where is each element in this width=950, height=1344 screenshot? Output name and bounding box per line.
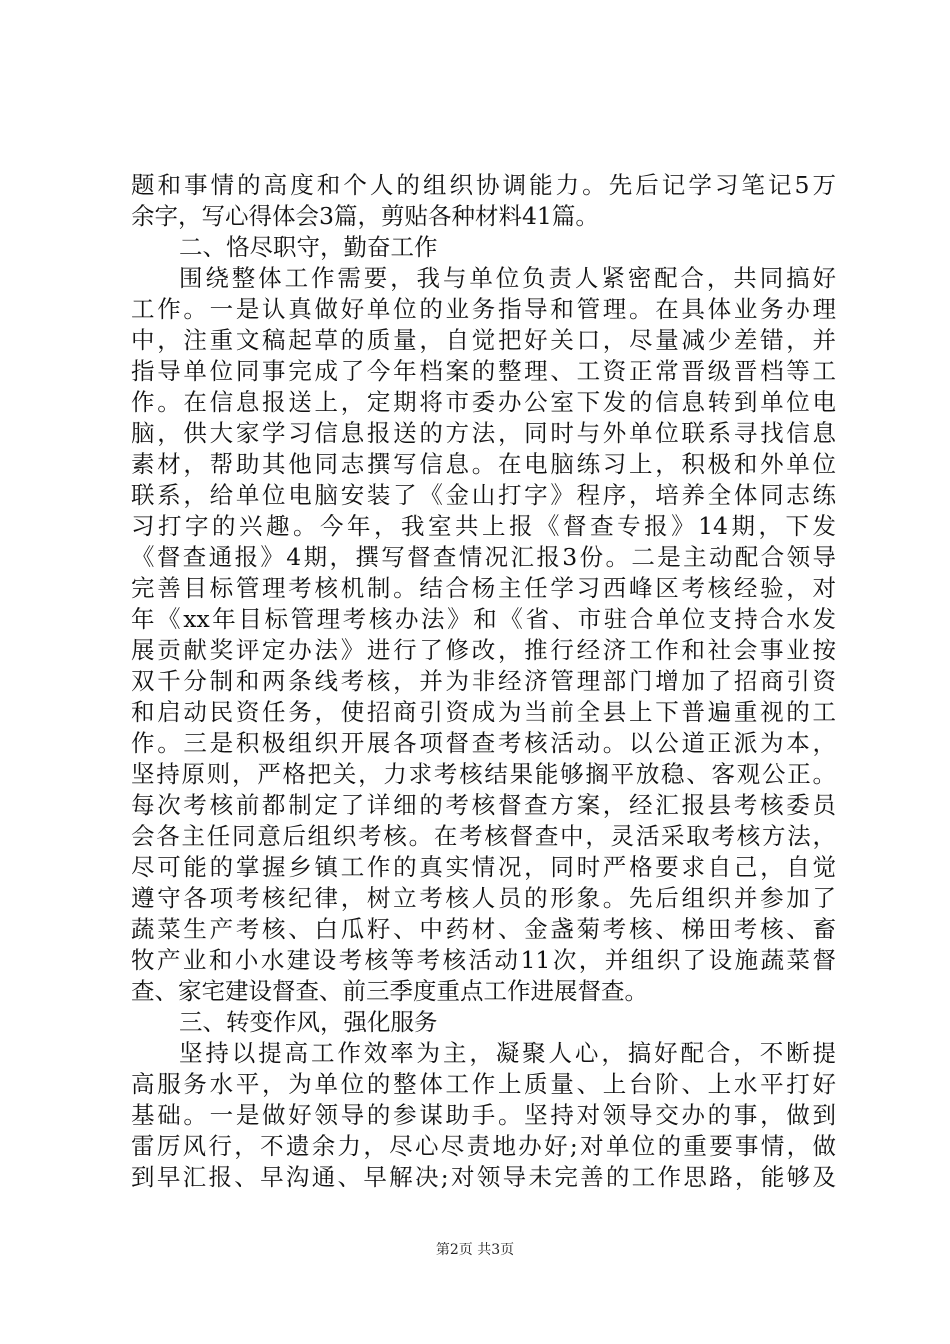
text-line: 围绕整体工作需要，我与单位负责人紧密配合，共同搞好 [179, 264, 836, 292]
page-footer: 第2页 共3页 [435, 1242, 515, 1258]
text-line: 牧产业和小水建设考核等考核活动11次，并组织了设施蔬菜督 [131, 946, 836, 974]
text-line: 雷厉风行，不遗余力，尽心尽责地办好;对单位的重要事情，做 [131, 1132, 836, 1160]
text-line: 指导单位同事完成了今年档案的整理、工资正常晋级晋档等工 [131, 357, 836, 385]
text-line: 脑，供大家学习信息报送的方法，同时与外单位联系寻找信息 [131, 419, 836, 447]
text-line: 尽可能的掌握乡镇工作的真实情况，同时严格要求自己，自觉 [131, 853, 836, 881]
text-line: 素材，帮助其他同志撰写信息。在电脑练习上，积极和外单位 [131, 450, 836, 478]
text-line: 中，注重文稿起草的质量，自觉把好关口，尽量减少差错，并 [131, 326, 836, 354]
text-line: 每次考核前都制定了详细的考核督查方案，经汇报县考核委员 [131, 791, 836, 819]
text-line: 查、家宅建设督查、前三季度重点工作进展督查。 [131, 977, 648, 1005]
text-line: 作。在信息报送上，定期将市委办公室下发的信息转到单位电 [131, 388, 836, 416]
text-line: 双千分制和两条线考核，并为非经济管理部门增加了招商引资 [131, 667, 836, 695]
text-line: 坚持原则，严格把关，力求考核结果能够搁平放稳、客观公正。 [131, 760, 836, 788]
section-heading: 三、转变作风，强化服务 [179, 1008, 438, 1036]
document-body [131, 170, 836, 1193]
text-line: 联系，给单位电脑安装了《金山打字》程序，培养全体同志练 [131, 481, 836, 509]
text-line: 到早汇报、早沟通、早解决;对领导未完善的工作思路，能够及 [131, 1163, 836, 1191]
section-heading: 二、恪尽职守，勤奋工作 [179, 233, 438, 261]
text-line: 蔬菜生产考核、白瓜籽、中药材、金盏菊考核、梯田考核、畜 [131, 915, 836, 943]
text-line: 余字，写心得体会3篇，剪贴各种材料41篇。 [131, 202, 599, 230]
text-line: 《督查通报》4期，撰写督查情况汇报3份。二是主动配合领导 [131, 543, 836, 571]
text-line: 工作。一是认真做好单位的业务指导和管理。在具体业务办理 [131, 295, 836, 323]
text-line: 遵守各项考核纪律，树立考核人员的形象。先后组织并参加了 [131, 884, 836, 912]
text-line: 基础。一是做好领导的参谋助手。坚持对领导交办的事，做到 [131, 1101, 836, 1129]
text-line: 题和事情的高度和个人的组织协调能力。先后记学习笔记5万 [131, 171, 836, 199]
text-line: 年《xx年目标管理考核办法》和《省、市驻合单位支持合水发 [131, 605, 836, 633]
text-line: 习打字的兴趣。今年，我室共上报《督查专报》14期，下发 [131, 512, 836, 540]
text-line: 和启动民资任务，使招商引资成为当前全县上下普遍重视的工 [131, 698, 836, 726]
text-line: 作。三是积极组织开展各项督查考核活动。以公道正派为本， [131, 729, 836, 757]
text-line: 展贡献奖评定办法》进行了修改，推行经济工作和社会事业按 [131, 636, 836, 664]
text-line: 会各主任同意后组织考核。在考核督查中，灵活采取考核方法， [131, 822, 836, 850]
text-line: 坚持以提高工作效率为主，凝聚人心，搞好配合，不断提 [179, 1039, 836, 1067]
text-line: 完善目标管理考核机制。结合杨主任学习西峰区考核经验，对 [131, 574, 836, 602]
text-line: 高服务水平，为单位的整体工作上质量、上台阶、上水平打好 [131, 1070, 836, 1098]
